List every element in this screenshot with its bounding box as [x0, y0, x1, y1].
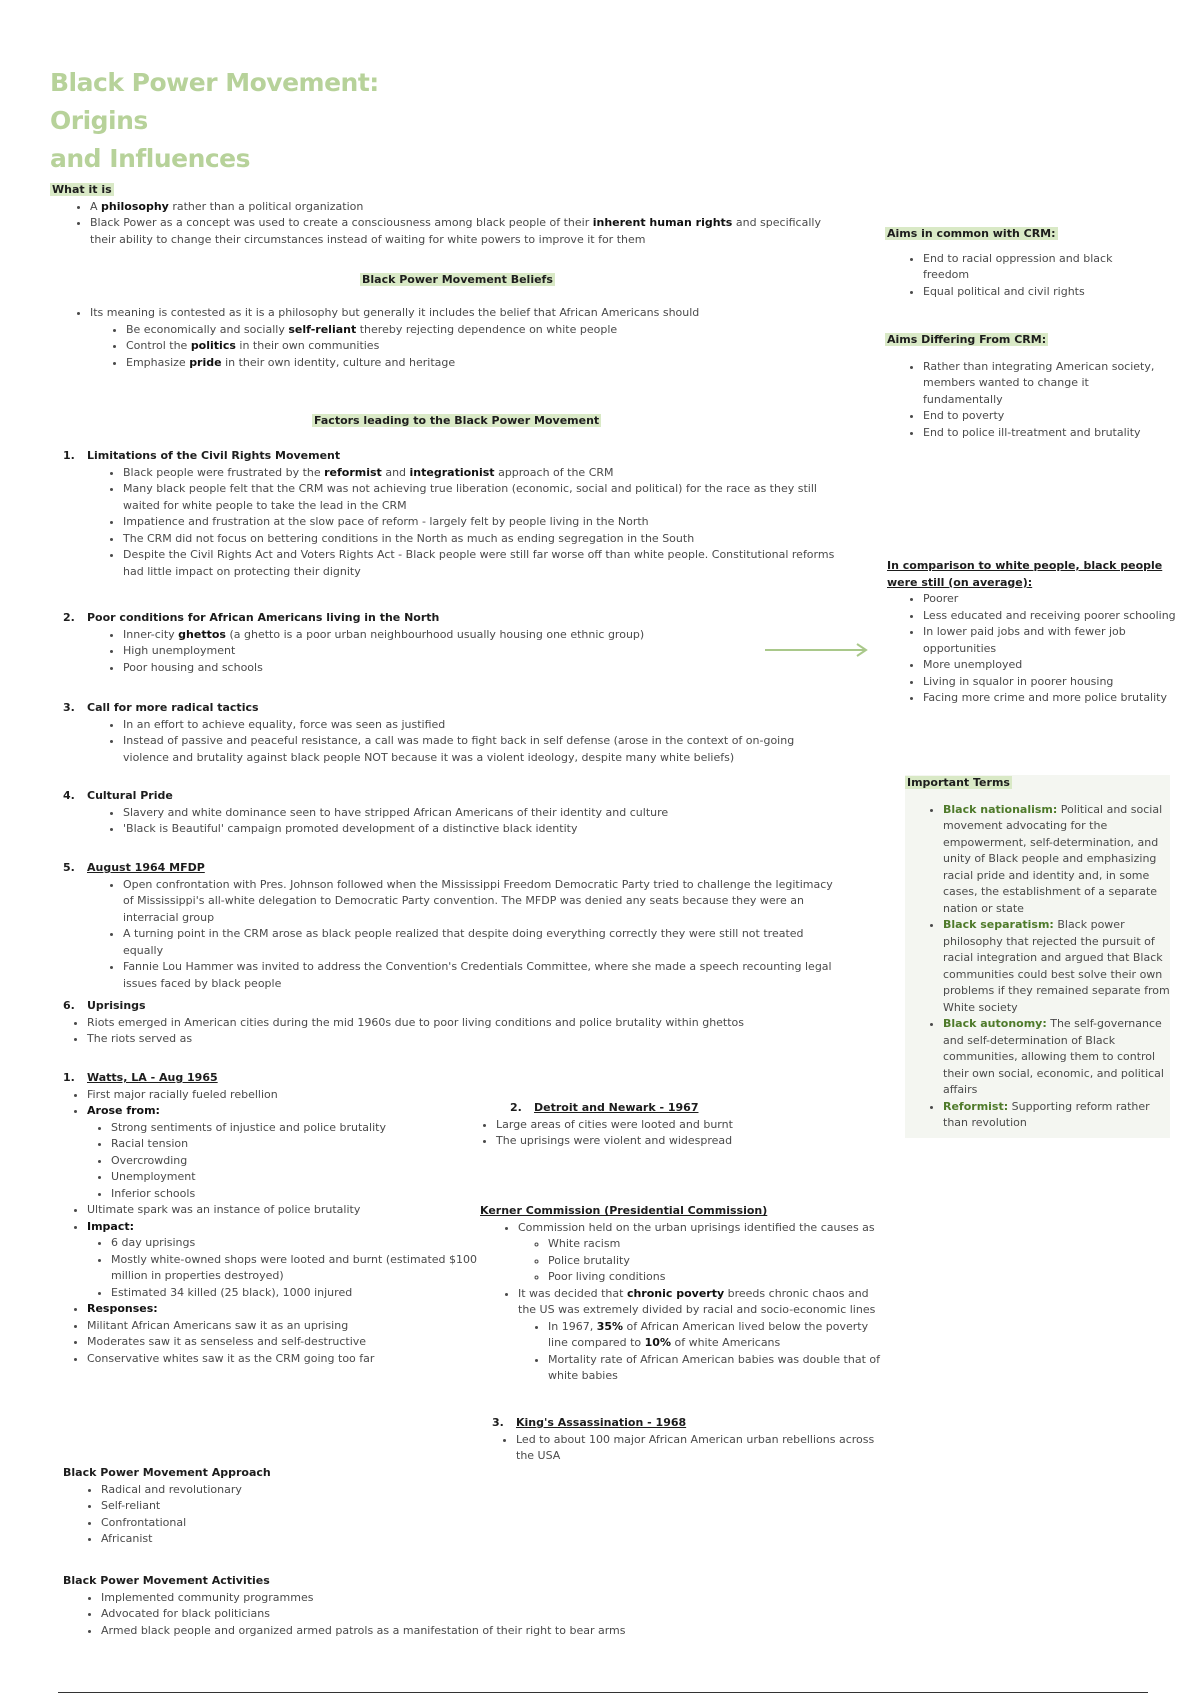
list-item: • Black autonomy: The self-governance and self-determination of Black communities, allowing them to control their own social, economic, and political affairs — [943, 1016, 1170, 1099]
comparison-list — [887, 591, 1182, 707]
list-item: • Black Power as a concept was used to create a consciousness among black people of their inherent human rights and specifically their ability to change their circumstances instead of waiting for white powers to improve it for them — [90, 215, 840, 248]
list-item: • Impatience and frustration at the slow pace of reform - largely felt by people living in the North — [123, 514, 843, 531]
what-it-is-section — [50, 182, 840, 248]
list-item: • A turning point in the CRM arose as black people realized that despite doing everything correctly they were still not treated equally — [123, 926, 843, 959]
factor-3: 3. Call for more radical tactics • In an effort to achieve equality, force was seen as justified • Instead of passive and peaceful resistance, a call was made to fight back in self defense (arose in the context of on-going violence and brutality against black people NOT because it was a violent ideology, despite many white beliefs) — [63, 700, 843, 766]
list-item: • Fannie Lou Hammer was invited to address the Convention's Credentials Committee, where she made a speech recounting legal issues faced by black people — [123, 959, 843, 992]
factor-5-list — [63, 877, 843, 993]
factors-heading: Factors leading to the Black Power Movement — [314, 414, 600, 427]
list-item: • Racial tension — [111, 1136, 483, 1153]
list-item: • Radical and revolutionary — [101, 1482, 463, 1499]
list-item: • Slavery and white dominance seen to have stripped African Americans of their identity and culture — [123, 805, 843, 822]
list-item: • Riots emerged in American cities during the mid 1960s due to poor living conditions and police brutality within ghettos — [87, 1015, 843, 1032]
aims-diff-section — [885, 332, 1155, 441]
activities-list — [63, 1590, 763, 1640]
factor-5-title: August 1964 MFDP — [87, 861, 205, 874]
list-item: • Many black people felt that the CRM was not achieving true liberation (economic, social and political) for the race as they still waited for white people to take the lead in the CRM — [123, 481, 843, 514]
list-item: • Living in squalor in poorer housing — [923, 674, 1182, 691]
factors-heading-wrap — [312, 413, 601, 430]
list-item: • Impact: • 6 day uprisings • Mostly white-owned shops were looted and burnt (estimated $100 million in properties destroyed) • Estimated 34 killed (25 black), 1000 injured — [87, 1219, 483, 1302]
watts-section: 1. Watts, LA - Aug 1965 • First major racially fueled rebellion • Arose from: • Strong sentiments of injustice and police brutality • Racial tension • Overcrowding • Unemployment • Inferior schools • Ultimate spark was an instance of police brutality • Impact: • 6 day uprisings • Mostly white-owned shops were looted and burnt (estimated $100 million in properties destroyed) • Estimated 34 killed (25 black), 1000 injured • Responses: • Militant African Americans saw it as an uprising • Moderates saw it as senseless and self-destructive • Conservative whites saw it as the CRM going too far — [63, 1070, 483, 1367]
beliefs-list — [50, 305, 840, 371]
factor-5: 5. August 1964 MFDP • Open confrontation with Pres. Johnson followed when the Mississippi Freedom Democratic Party tried to challenge the legitimacy of Mississippi's all-white delegation to Democratic Party convention. The MFDP was denied any seats because they were an interracial group • A turning point in the CRM arose as black people realized that despite doing everything correctly they were still not treated equally • Fannie Lou Hammer was invited to address the Convention's Credentials Committee, where she made a speech recounting legal issues faced by black people — [63, 860, 843, 992]
list-item: • A philosophy rather than a political organization — [90, 199, 840, 216]
list-item: • Black nationalism: Political and social movement advocating for the empowerment, self-determination, and unity of Black people and emphasizing racial pride and identity and, in some cases, the establishment of a separate nation or state — [943, 802, 1170, 918]
king-title: King's Assassination - 1968 — [516, 1416, 687, 1429]
list-item: • Africanist — [101, 1531, 463, 1548]
factor-6: 6. Uprisings • Riots emerged in American cities during the mid 1960s due to poor living conditions and police brutality within ghettos • The riots served as — [63, 998, 843, 1048]
watts-title: Watts, LA - Aug 1965 — [87, 1071, 218, 1084]
what-it-is-heading: What it is — [52, 183, 112, 196]
detroit-title: Detroit and Newark - 1967 — [534, 1101, 699, 1114]
list-item: • Strong sentiments of injustice and police brutality — [111, 1120, 483, 1137]
factor-1: 1. Limitations of the Civil Rights Movement • Black people were frustrated by the reformist and integrationist approach of the CRM • Many black people felt that the CRM was not achieving true liberation (economic, social and political) for the race as they still waited for white people to take the lead in the CRM • Impatience and frustration at the slow pace of reform - largely felt by people living in the North • The CRM did not focus on bettering conditions in the North as much as ending segregation in the South • Despite the Civil Rights Act and Voters Rights Act - Black people were still far worse off than white people. Constitutional reforms had little impact on protecting their dignity — [63, 448, 843, 580]
list-item: • Advocated for black politicians — [101, 1606, 763, 1623]
kerner-list — [480, 1220, 880, 1385]
list-item: • Overcrowding — [111, 1153, 483, 1170]
approach-heading: Black Power Movement Approach — [63, 1466, 271, 1479]
footer-divider — [58, 1692, 1148, 1693]
list-item: • Estimated 34 killed (25 black), 1000 injured — [111, 1285, 483, 1302]
factor-4-title: Cultural Pride — [87, 789, 173, 802]
aims-common-section — [885, 226, 1155, 300]
list-item: • It was decided that chronic poverty breeds chronic chaos and the US was extremely divided by racial and socio-economic lines • In 1967, 35% of African American lived below the poverty line compared to 10% of white Americans • Mortality rate of African American babies was double that of white babies — [518, 1286, 880, 1385]
list-item: • Responses: — [87, 1301, 483, 1318]
watts-list — [63, 1087, 483, 1368]
king-list — [492, 1432, 892, 1465]
list-item: • In lower paid jobs and with fewer job opportunities — [923, 624, 1182, 657]
title-line-1: Black Power Movement: Origins — [50, 68, 379, 135]
list-item: • Black separatism: Black power philosophy that rejected the pursuit of racial integration and argued that Black communities could best solve their own problems if they remained separate from White society — [943, 917, 1170, 1016]
detroit-section: 2. Detroit and Newark - 1967 • Large areas of cities were looted and burnt • The uprisings were violent and widespread — [470, 1100, 870, 1150]
kerner-section — [480, 1203, 880, 1385]
factor-1-title: Limitations of the Civil Rights Movement — [87, 449, 341, 462]
list-item: • First major racially fueled rebellion — [87, 1087, 483, 1104]
list-item: • Armed black people and organized armed patrols as a manifestation of their right to bear arms — [101, 1623, 763, 1640]
factor-2-title: Poor conditions for African Americans living in the North — [87, 611, 440, 624]
factor-1-list — [63, 465, 843, 581]
factor-4-list — [63, 805, 843, 838]
list-item: • In an effort to achieve equality, force was seen as justified — [123, 717, 843, 734]
approach-list — [63, 1482, 463, 1548]
list-item: • Rather than integrating American society, members wanted to change it fundamentally — [923, 359, 1155, 409]
list-item: • End to poverty — [923, 408, 1155, 425]
list-item: • Be economically and socially self-reliant thereby rejecting dependence on white people — [126, 322, 840, 339]
page-title — [50, 64, 470, 178]
list-item: • Implemented community programmes — [101, 1590, 763, 1607]
list-item: • Inferior schools — [111, 1186, 483, 1203]
aims-common-heading: Aims in common with CRM: — [887, 227, 1056, 240]
list-item: • Less educated and receiving poorer schooling — [923, 608, 1182, 625]
list-item: • Large areas of cities were looted and burnt — [496, 1117, 870, 1134]
beliefs-heading: Black Power Movement Beliefs — [362, 273, 553, 286]
list-item: • Open confrontation with Pres. Johnson followed when the Mississippi Freedom Democratic Party tried to challenge the legitimacy of Mississippi's all-white delegation to Democratic Party convention. The MFDP was denied any seats because they were an interracial group — [123, 877, 843, 927]
factor-2: 2. Poor conditions for African Americans living in the North • Inner-city ghettos (a ghetto is a poor urban neighbourhood usually housing one ethnic group) • High unemployment • Poor housing and schools — [63, 610, 843, 676]
list-item: • End to racial oppression and black freedom — [923, 251, 1155, 284]
list-item: • The CRM did not focus on bettering conditions in the North as much as ending segregation in the South — [123, 531, 843, 548]
list-item: • Unemployment — [111, 1169, 483, 1186]
list-item: • Facing more crime and more police brutality — [923, 690, 1182, 707]
list-item: • The uprisings were violent and widespread — [496, 1133, 870, 1150]
terms-section — [905, 775, 1170, 1138]
comparison-section — [887, 558, 1182, 707]
list-item: • Led to about 100 major African American urban rebellions across the USA — [516, 1432, 892, 1465]
terms-heading: Important Terms — [907, 776, 1010, 789]
list-item: • Poor housing and schools — [123, 660, 843, 677]
list-item: • Its meaning is contested as it is a philosophy but generally it includes the belief that African Americans should • Be economically and socially self-reliant thereby rejecting dependence on white people • Control the politics in their own communities • Emphasize pride in their own identity, culture and heritage — [90, 305, 840, 371]
factor-3-list — [63, 717, 843, 767]
list-item: • More unemployed — [923, 657, 1182, 674]
detroit-list — [470, 1117, 870, 1150]
title-line-2: and Influences — [50, 144, 251, 173]
beliefs-section — [50, 305, 840, 371]
what-it-is-list — [50, 199, 840, 249]
list-item: • In 1967, 35% of African American lived below the poverty line compared to 10% of white Americans — [548, 1319, 880, 1352]
list-item: • Commission held on the urban uprisings identified the causes as ◦ White racism ◦ Police brutality ◦ Poor living conditions — [518, 1220, 880, 1286]
list-item: • Inner-city ghettos (a ghetto is a poor urban neighbourhood usually housing one ethnic group) — [123, 627, 843, 644]
list-item: • Mostly white-owned shops were looted and burnt (estimated $100 million in properties destroyed) — [111, 1252, 483, 1285]
list-item: • Emphasize pride in their own identity, culture and heritage — [126, 355, 840, 372]
list-item: • Self-reliant — [101, 1498, 463, 1515]
list-item: • Poorer — [923, 591, 1182, 608]
beliefs-heading-wrap — [360, 272, 555, 289]
arrow-right-icon — [765, 642, 870, 658]
list-item: • Black people were frustrated by the reformist and integrationist approach of the CRM — [123, 465, 843, 482]
list-item: • High unemployment — [123, 643, 843, 660]
list-item: • Instead of passive and peaceful resistance, a call was made to fight back in self defense (arose in the context of on-going violence and brutality against black people NOT because it was a violent ideology, despite many white beliefs) — [123, 733, 843, 766]
list-item: • Equal political and civil rights — [923, 284, 1155, 301]
activities-section — [63, 1573, 763, 1639]
list-item: • Mortality rate of African American babies was double that of white babies — [548, 1352, 880, 1385]
factor-6-title: Uprisings — [87, 999, 146, 1012]
list-item: • Confrontational — [101, 1515, 463, 1532]
list-item: • Moderates saw it as senseless and self-destructive — [87, 1334, 483, 1351]
list-item: • Conservative whites saw it as the CRM going too far — [87, 1351, 483, 1368]
approach-section — [63, 1465, 463, 1548]
list-item: ◦ Police brutality — [548, 1253, 880, 1270]
list-item: • The riots served as — [87, 1031, 843, 1048]
list-item: • Control the politics in their own communities — [126, 338, 840, 355]
factor-2-list — [63, 627, 843, 677]
comparison-heading: In comparison to white people, black people were still (on average): — [887, 559, 1163, 589]
aims-diff-heading: Aims Differing From CRM: — [887, 333, 1047, 346]
list-item: • End to police ill-treatment and brutality — [923, 425, 1155, 442]
list-item: ◦ Poor living conditions — [548, 1269, 880, 1286]
factor-3-title: Call for more radical tactics — [87, 701, 259, 714]
list-item: • 'Black is Beautiful' campaign promoted development of a distinctive black identity — [123, 821, 843, 838]
aims-common-list — [885, 251, 1155, 301]
aims-diff-list — [885, 359, 1155, 442]
activities-heading: Black Power Movement Activities — [63, 1574, 270, 1587]
list-item: • Arose from: • Strong sentiments of injustice and police brutality • Racial tension • Overcrowding • Unemployment • Inferior schools — [87, 1103, 483, 1202]
list-item: • Reformist: Supporting reform rather than revolution — [943, 1099, 1170, 1132]
list-item: • 6 day uprisings — [111, 1235, 483, 1252]
list-item: • Militant African Americans saw it as an uprising — [87, 1318, 483, 1335]
list-item: ◦ White racism — [548, 1236, 880, 1253]
list-item: • Despite the Civil Rights Act and Voters Rights Act - Black people were still far worse off than white people. Constitutional reforms had little impact on protecting their dignity — [123, 547, 843, 580]
factor-4: 4. Cultural Pride • Slavery and white dominance seen to have stripped African Americans of their identity and culture • 'Black is Beautiful' campaign promoted development of a distinctive black identity — [63, 788, 843, 838]
factor-6-list — [63, 1015, 843, 1048]
list-item: • Ultimate spark was an instance of police brutality — [87, 1202, 483, 1219]
kerner-title: Kerner Commission (Presidential Commission) — [480, 1204, 768, 1217]
king-section: 3. King's Assassination - 1968 • Led to about 100 major African American urban rebellions across the USA — [492, 1415, 892, 1465]
terms-list — [905, 802, 1170, 1132]
